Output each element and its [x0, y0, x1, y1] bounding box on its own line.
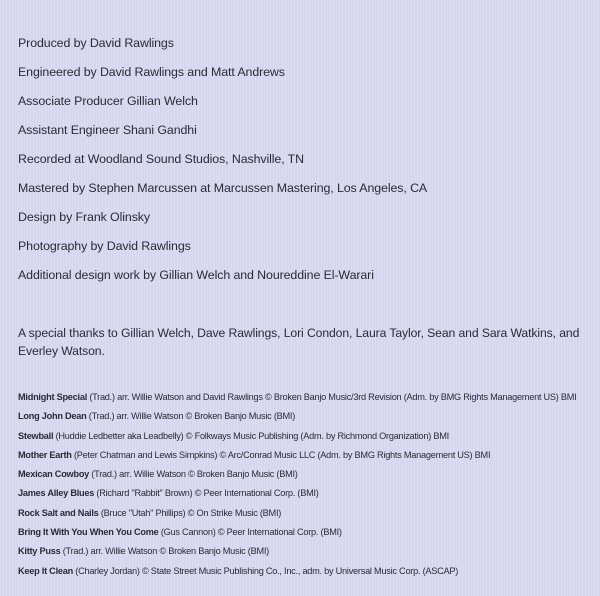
credit-mastering: Mastered by Stephen Marcussen at Marcussen Mastering, Los Angeles, CA [18, 181, 428, 195]
credit-design: Design by Frank Olinsky [18, 210, 150, 224]
production-credits [18, 36, 427, 297]
track-entry [18, 488, 598, 507]
track-title: Stewball [18, 430, 54, 441]
track-title: Bring It With You When You Come [18, 527, 159, 538]
track-entry [18, 411, 598, 430]
track-details: (Charley Jordan) © State Street Music Publishing Co., Inc., adm. by Universal Music Corp. (ASCAP) [75, 565, 459, 576]
track-title: Mexican Cowboy [18, 469, 90, 480]
track-details: (Huddie Ledbetter aka Leadbelly) © Folkways Music Publishing (Adm. by Richmond Organization) BMI [55, 430, 449, 441]
track-entry [18, 450, 598, 469]
track-entry [18, 469, 598, 488]
track-title: Long John Dean [18, 411, 87, 422]
track-details: (Richard "Rabbit" Brown) © Peer International Corp. (BMI) [96, 488, 319, 499]
track-details: (Gus Cannon) © Peer International Corp. (BMI) [160, 527, 342, 538]
track-publishing-list [18, 392, 598, 585]
credit-associate-producer: Associate Producer Gillian Welch [18, 94, 198, 108]
track-title: Kitty Puss [18, 546, 61, 557]
track-details: (Trad.) arr. Willie Watson © Broken Banjo Music (BMI) [62, 546, 269, 557]
track-title: James Alley Blues [18, 488, 95, 499]
credit-engineer: Engineered by David Rawlings and Matt Andrews [18, 65, 285, 79]
track-entry [18, 527, 598, 546]
special-thanks: A special thanks to Gillian Welch, Dave Rawlings, Lori Condon, Laura Taylor, Sean and Sara Watkins, and Everley Watson. [18, 326, 580, 358]
credit-photography: Photography by David Rawlings [18, 239, 191, 253]
track-title: Keep It Clean [18, 565, 73, 576]
track-title: Rock Salt and Nails [18, 507, 99, 518]
track-title: Mother Earth [18, 449, 72, 460]
track-entry [18, 431, 598, 450]
track-details: (Trad.) arr. Willie Watson © Broken Banjo Music (BMI) [91, 469, 298, 480]
track-entry [18, 546, 598, 565]
credit-recording-studio: Recorded at Woodland Sound Studios, Nashville, TN [18, 152, 304, 166]
track-details: (Bruce "Utah" Phillips) © On Strike Music (BMI) [100, 507, 282, 518]
credit-additional-design: Additional design work by Gillian Welch and Noureddine El-Warari [18, 268, 374, 282]
track-details: (Trad.) arr. Willie Watson © Broken Banjo Music (BMI) [88, 411, 296, 422]
track-details: (Trad.) arr. Willie Watson and David Rawlings © Broken Banjo Music/3rd Revision (Adm. by BMG Rights Management US) BMI [89, 392, 577, 402]
credit-assistant-engineer: Assistant Engineer Shani Gandhi [18, 123, 197, 137]
track-title: Midnight Special [18, 392, 87, 402]
track-details: (Peter Chatman and Lewis Simpkins) © Arc/Conrad Music LLC (Adm. by BMG Rights Management US) BMI [73, 449, 491, 460]
track-entry [18, 508, 598, 527]
credit-producer: Produced by David Rawlings [18, 36, 174, 50]
track-entry [18, 392, 598, 411]
track-entry [18, 566, 598, 585]
